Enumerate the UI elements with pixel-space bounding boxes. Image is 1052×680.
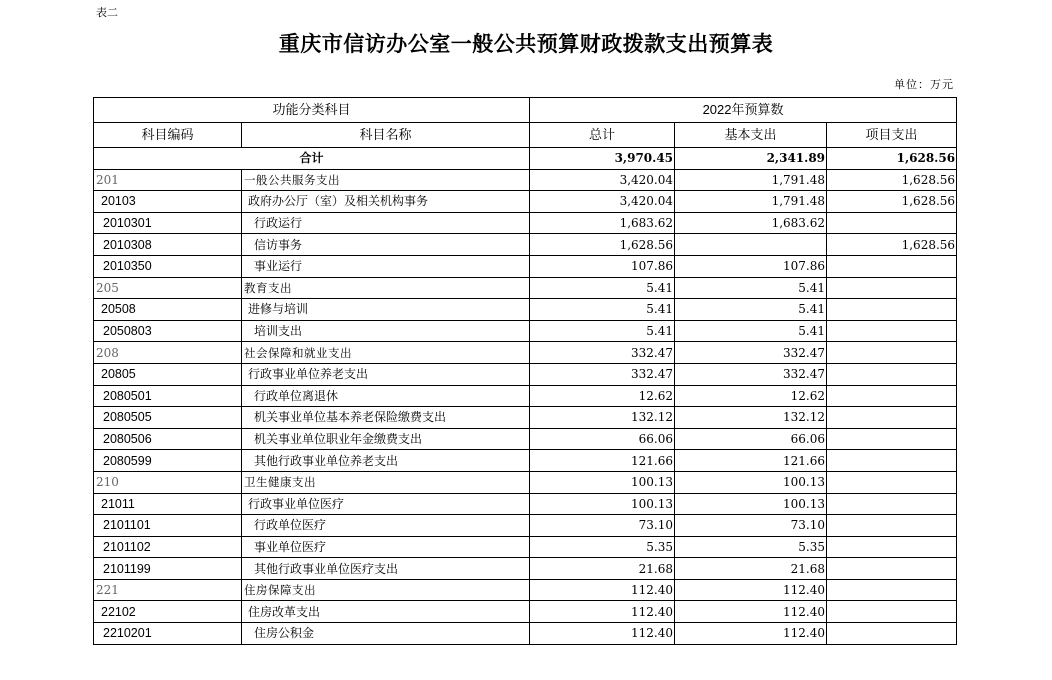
- subject-code-cell: 2010350: [94, 255, 242, 277]
- project-amount-cell: [827, 471, 957, 493]
- table-row: [94, 299, 957, 321]
- basic-amount-cell: 5.35: [675, 536, 827, 558]
- total-amount-cell: 66.06: [530, 428, 675, 450]
- project-amount-cell: [827, 515, 957, 537]
- basic-amount-cell: 21.68: [675, 558, 827, 580]
- basic-amount-cell: 1,791.48: [675, 169, 827, 191]
- header-project-expenditure: 项目支出: [827, 123, 957, 148]
- subject-code-cell: 2101101: [94, 515, 242, 537]
- table-row: [94, 363, 957, 385]
- project-amount-cell: [827, 385, 957, 407]
- subject-name-cell: 其他行政事业单位养老支出: [242, 450, 530, 472]
- total-amount-cell: 100.13: [530, 471, 675, 493]
- total-amount-cell: 112.40: [530, 623, 675, 645]
- table-row: [94, 169, 957, 191]
- subject-name-cell: 住房保障支出: [242, 579, 530, 601]
- subject-code-cell: 2010301: [94, 212, 242, 234]
- total-amount-cell: 1,628.56: [530, 234, 675, 256]
- project-amount-cell: [827, 320, 957, 342]
- total-amount-cell: 112.40: [530, 601, 675, 623]
- table-row: [94, 342, 957, 364]
- basic-amount-cell: 5.41: [675, 320, 827, 342]
- unit-label: 单位：万元: [894, 78, 954, 91]
- basic-amount-cell: 73.10: [675, 515, 827, 537]
- project-amount-cell: [827, 601, 957, 623]
- basic-amount-cell: 100.13: [675, 493, 827, 515]
- total-amount-cell: 332.47: [530, 363, 675, 385]
- total-amount-cell: 132.12: [530, 407, 675, 429]
- subject-code-cell: 22102: [94, 601, 242, 623]
- subject-name-cell: 住房改革支出: [242, 601, 530, 623]
- header-budget-year: 2022年预算数: [530, 98, 957, 123]
- subject-code-cell: 205: [94, 277, 242, 299]
- basic-amount-cell: 100.13: [675, 471, 827, 493]
- table-row: [94, 601, 957, 623]
- subject-name-cell: 行政事业单位养老支出: [242, 363, 530, 385]
- header-group-row: [94, 98, 957, 123]
- subject-name-cell: 进修与培训: [242, 299, 530, 321]
- subject-code-cell: 221: [94, 579, 242, 601]
- subject-code-cell: 210: [94, 471, 242, 493]
- subject-name-cell: 其他行政事业单位医疗支出: [242, 558, 530, 580]
- subject-code-cell: 21011: [94, 493, 242, 515]
- total-amount-cell: 3,420.04: [530, 191, 675, 213]
- total-amount-cell: 5.41: [530, 320, 675, 342]
- basic-amount-cell: 5.41: [675, 299, 827, 321]
- total-amount-cell: 100.13: [530, 493, 675, 515]
- subject-name-cell: 卫生健康支出: [242, 471, 530, 493]
- table-row: [94, 320, 957, 342]
- subject-code-cell: 208: [94, 342, 242, 364]
- subject-name-cell: 行政事业单位医疗: [242, 493, 530, 515]
- total-row: [94, 148, 957, 170]
- subject-code-cell: 2050803: [94, 320, 242, 342]
- basic-amount-cell: 112.40: [675, 579, 827, 601]
- subject-name-cell: 教育支出: [242, 277, 530, 299]
- project-amount-cell: 1,628.56: [827, 169, 957, 191]
- table-row: [94, 212, 957, 234]
- header-total: 总计: [530, 123, 675, 148]
- table-row: [94, 493, 957, 515]
- table-row: [94, 623, 957, 645]
- subject-code-cell: 2210201: [94, 623, 242, 645]
- table-row: [94, 558, 957, 580]
- basic-amount-cell: 66.06: [675, 428, 827, 450]
- subject-name-cell: 机关事业单位职业年金缴费支出: [242, 428, 530, 450]
- total-amount-cell: 332.47: [530, 342, 675, 364]
- project-amount-cell: [827, 450, 957, 472]
- total-amount-cell: 3,420.04: [530, 169, 675, 191]
- project-amount-cell: [827, 342, 957, 364]
- table-row: [94, 579, 957, 601]
- subject-code-cell: 2101102: [94, 536, 242, 558]
- subject-code-cell: 2080506: [94, 428, 242, 450]
- basic-amount-cell: 1,791.48: [675, 191, 827, 213]
- project-amount-cell: [827, 623, 957, 645]
- table-row: [94, 407, 957, 429]
- budget-table: [93, 97, 957, 645]
- basic-amount-cell: 132.12: [675, 407, 827, 429]
- project-amount-cell: 1,628.56: [827, 191, 957, 213]
- subject-code-cell: 20508: [94, 299, 242, 321]
- header-functional-classification: 功能分类科目: [94, 98, 530, 123]
- basic-amount-cell: 121.66: [675, 450, 827, 472]
- project-amount-cell: [827, 255, 957, 277]
- table-row: [94, 471, 957, 493]
- subject-name-cell: 信访事务: [242, 234, 530, 256]
- subject-name-cell: 事业单位医疗: [242, 536, 530, 558]
- total-amount-cell: 5.41: [530, 277, 675, 299]
- subject-name-cell: 行政运行: [242, 212, 530, 234]
- total-amount-cell: 107.86: [530, 255, 675, 277]
- basic-amount-cell: [675, 234, 827, 256]
- table-row: [94, 536, 957, 558]
- project-amount-cell: [827, 363, 957, 385]
- table-row: [94, 255, 957, 277]
- total-label: 合计: [94, 148, 530, 170]
- subject-code-cell: 201: [94, 169, 242, 191]
- total-amount-cell: 5.35: [530, 536, 675, 558]
- header-basic-expenditure: 基本支出: [675, 123, 827, 148]
- table-row: [94, 277, 957, 299]
- total-amount-cell: 112.40: [530, 579, 675, 601]
- total-basic-amount: 2,341.89: [675, 148, 827, 170]
- subject-name-cell: 行政单位离退休: [242, 385, 530, 407]
- basic-amount-cell: 332.47: [675, 363, 827, 385]
- table-label: 表二: [96, 6, 118, 19]
- basic-amount-cell: 12.62: [675, 385, 827, 407]
- header-column-row: [94, 123, 957, 148]
- document-title: 重庆市信访办公室一般公共预算财政拨款支出预算表: [278, 31, 774, 56]
- table-row: [94, 450, 957, 472]
- subject-code-cell: 2080599: [94, 450, 242, 472]
- basic-amount-cell: 1,683.62: [675, 212, 827, 234]
- header-subject-code: 科目编码: [94, 123, 242, 148]
- project-amount-cell: [827, 277, 957, 299]
- table-row: [94, 428, 957, 450]
- total-amount-cell: 121.66: [530, 450, 675, 472]
- subject-name-cell: 一般公共服务支出: [242, 169, 530, 191]
- subject-code-cell: 2080505: [94, 407, 242, 429]
- subject-code-cell: 2010308: [94, 234, 242, 256]
- project-amount-cell: [827, 407, 957, 429]
- table-row: [94, 515, 957, 537]
- table-row: [94, 191, 957, 213]
- subject-name-cell: 住房公积金: [242, 623, 530, 645]
- header-subject-name: 科目名称: [242, 123, 530, 148]
- subject-name-cell: 政府办公厅（室）及相关机构事务: [242, 191, 530, 213]
- table-row: [94, 234, 957, 256]
- table-row: [94, 385, 957, 407]
- subject-name-cell: 社会保障和就业支出: [242, 342, 530, 364]
- total-amount-cell: 21.68: [530, 558, 675, 580]
- basic-amount-cell: 332.47: [675, 342, 827, 364]
- total-amount-cell: 12.62: [530, 385, 675, 407]
- subject-code-cell: 2080501: [94, 385, 242, 407]
- project-amount-cell: [827, 536, 957, 558]
- project-amount-cell: [827, 299, 957, 321]
- subject-name-cell: 培训支出: [242, 320, 530, 342]
- subject-code-cell: 2101199: [94, 558, 242, 580]
- subject-name-cell: 事业运行: [242, 255, 530, 277]
- subject-code-cell: 20805: [94, 363, 242, 385]
- total-amount: 3,970.45: [530, 148, 675, 170]
- subject-code-cell: 20103: [94, 191, 242, 213]
- project-amount-cell: [827, 493, 957, 515]
- total-amount-cell: 1,683.62: [530, 212, 675, 234]
- project-amount-cell: [827, 558, 957, 580]
- basic-amount-cell: 107.86: [675, 255, 827, 277]
- total-amount-cell: 5.41: [530, 299, 675, 321]
- project-amount-cell: 1,628.56: [827, 234, 957, 256]
- project-amount-cell: [827, 428, 957, 450]
- project-amount-cell: [827, 579, 957, 601]
- basic-amount-cell: 112.40: [675, 623, 827, 645]
- total-amount-cell: 73.10: [530, 515, 675, 537]
- subject-name-cell: 机关事业单位基本养老保险缴费支出: [242, 407, 530, 429]
- total-project-amount: 1,628.56: [827, 148, 957, 170]
- project-amount-cell: [827, 212, 957, 234]
- subject-name-cell: 行政单位医疗: [242, 515, 530, 537]
- basic-amount-cell: 5.41: [675, 277, 827, 299]
- basic-amount-cell: 112.40: [675, 601, 827, 623]
